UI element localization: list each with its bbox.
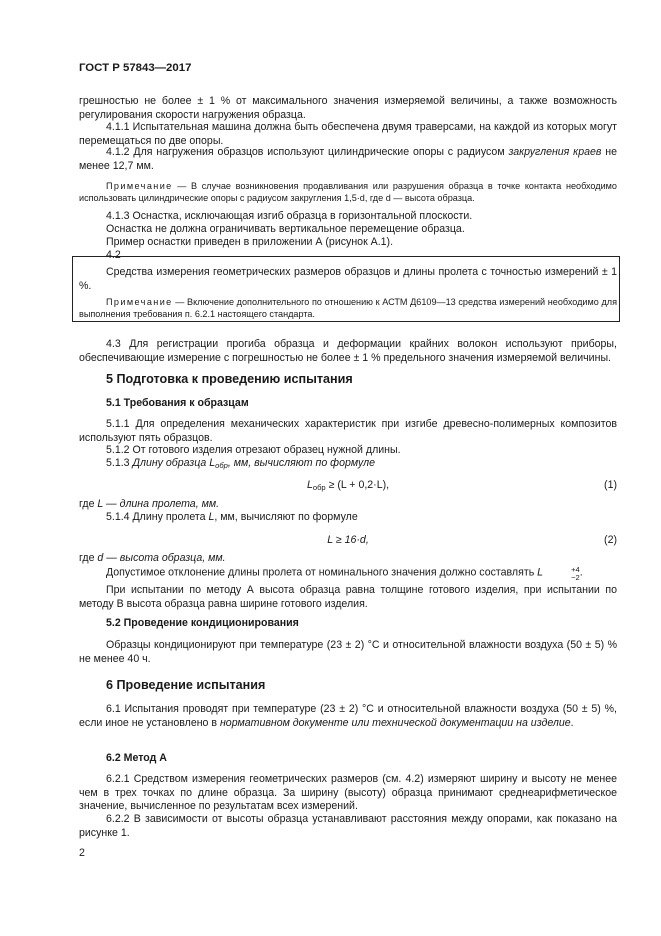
paragraph-5-1-4: 5.1.4 Длину пролета L, мм, вычисляют по формуле	[106, 511, 358, 523]
paragraph-6-1: 6.1 Испытания проводят при температуре (23 ± 2) °С и относительной влажности воздуха (50 ± 5) %, если иное не установлено в нормативном документе или технической документации на изделие.	[79, 703, 617, 729]
paragraph-methods-a-b: При испытании по методу А высота образца равна толщине готового изделия, при испытании по методу В высота образца равна ширине готового изделия.	[79, 584, 617, 610]
document-header: ГОСТ Р 57843—2017	[79, 62, 192, 74]
note-2: Примечание — Включение дополнительного по отношению к АСТМ Д6109—13 средства измерений необходимо для выполнения требования п. 6.2.1 настоящего стандарта.	[79, 297, 617, 320]
paragraph-4-1-3-c: Пример оснастки приведен в приложении А (рисунок А.1).	[106, 236, 394, 248]
page-number: 2	[79, 847, 85, 859]
equation-2: L ≥ 16·d, (2)	[327, 534, 617, 546]
paragraph-continuation: грешностью не более ± 1 % от максимального значения измеряемой величины, а также возможность регулирования скорости нагружения образца.	[79, 95, 617, 121]
equation-1-number: (1)	[604, 479, 617, 491]
paragraph-5-1-3: 5.1.3 Длину образца $L_{обр}$, мм, вычисляют по формуле	[106, 457, 376, 470]
where-clause-1: где L — длина пролета, мм.	[79, 498, 220, 510]
paragraph-4-1-1: 4.1.1 Испытательная машина должна быть обеспечена двумя траверсами, на каждой из которых могут перемещаться по две опоры.	[79, 121, 617, 147]
equation-1: $L_{обр} \ge (L + 0,2\cdot L)$, (1)	[306, 479, 617, 492]
subsection-heading-5-1: 5.1 Требования к образцам	[106, 397, 249, 409]
paragraph-5-2: Образцы кондиционируют при температуре (23 ± 2) °С и относительной влажности воздуха (50 ± 5) % не менее 40 ч.	[79, 639, 617, 665]
paragraph-4-3: 4.3 Для регистрации прогиба образца и деформации крайних волокон используют приборы, обеспечивающие измерение с погрешностью не более ± 1 % предельного значения измеряемой величины.	[79, 338, 617, 364]
tolerance-fraction: +4 −2	[571, 565, 580, 582]
note-1: Примечание — В случае возникновения продавливания или разрушения образца в точке контакта необходимо использовать цилиндрические опоры с радиусом закругления 1,5·d, где d — высота образца.	[79, 181, 617, 204]
paragraph-5-1-1: 5.1.1 Для определения механических характеристик при изгибе древесно-полимерных композитов используют пять образцов.	[79, 418, 617, 444]
paragraph-6-2-1: 6.2.1 Средством измерения геометрических размеров (см. 4.2) измеряют ширину и высоту не менее чем в трех точках по длине образца. За ширину (высоту) образца принимают среднеарифметическое значение, вычисленное по результатам всех измерений.	[79, 773, 617, 813]
subsection-heading-5-2: 5.2 Проведение кондиционирования	[106, 617, 299, 629]
paragraph-5-1-2: 5.1.2 От готового изделия отрезают образец нужной длины.	[106, 444, 401, 456]
section-heading-5: 5 Подготовка к проведению испытания	[106, 372, 353, 386]
equation-2-number: (2)	[604, 534, 617, 546]
subsection-heading-6-2: 6.2 Метод А	[106, 752, 167, 764]
where-clause-2: где d — высота образца, мм.	[79, 552, 226, 564]
paragraph-4-1-3: 4.1.3 Оснастка, исключающая изгиб образца в горизонтальной плоскости.	[106, 210, 473, 222]
section-heading-6: 6 Проведение испытания	[106, 678, 266, 692]
paragraph-4-2: 4.2	[106, 249, 121, 261]
paragraph-tolerance: Допустимое отклонение длины пролета от номинального значения должно составлять L +4 −2 .	[106, 565, 583, 582]
paragraph-4-1-2: 4.1.2 Для нагружения образцов используют цилиндрические опоры с радиусом закругления краев не менее 12,7 мм.	[79, 146, 617, 172]
frame-text: Средства измерения геометрических размеров образцов и длины пролета с точностью измерений ± 1 %.	[79, 266, 617, 292]
paragraph-6-2-2: 6.2.2 В зависимости от высоты образца устанавливают расстояния между опорами, как показано на рисунке 1.	[79, 813, 617, 839]
paragraph-4-1-3-b: Оснастка не должна ограничивать вертикальное перемещение образца.	[106, 223, 465, 235]
